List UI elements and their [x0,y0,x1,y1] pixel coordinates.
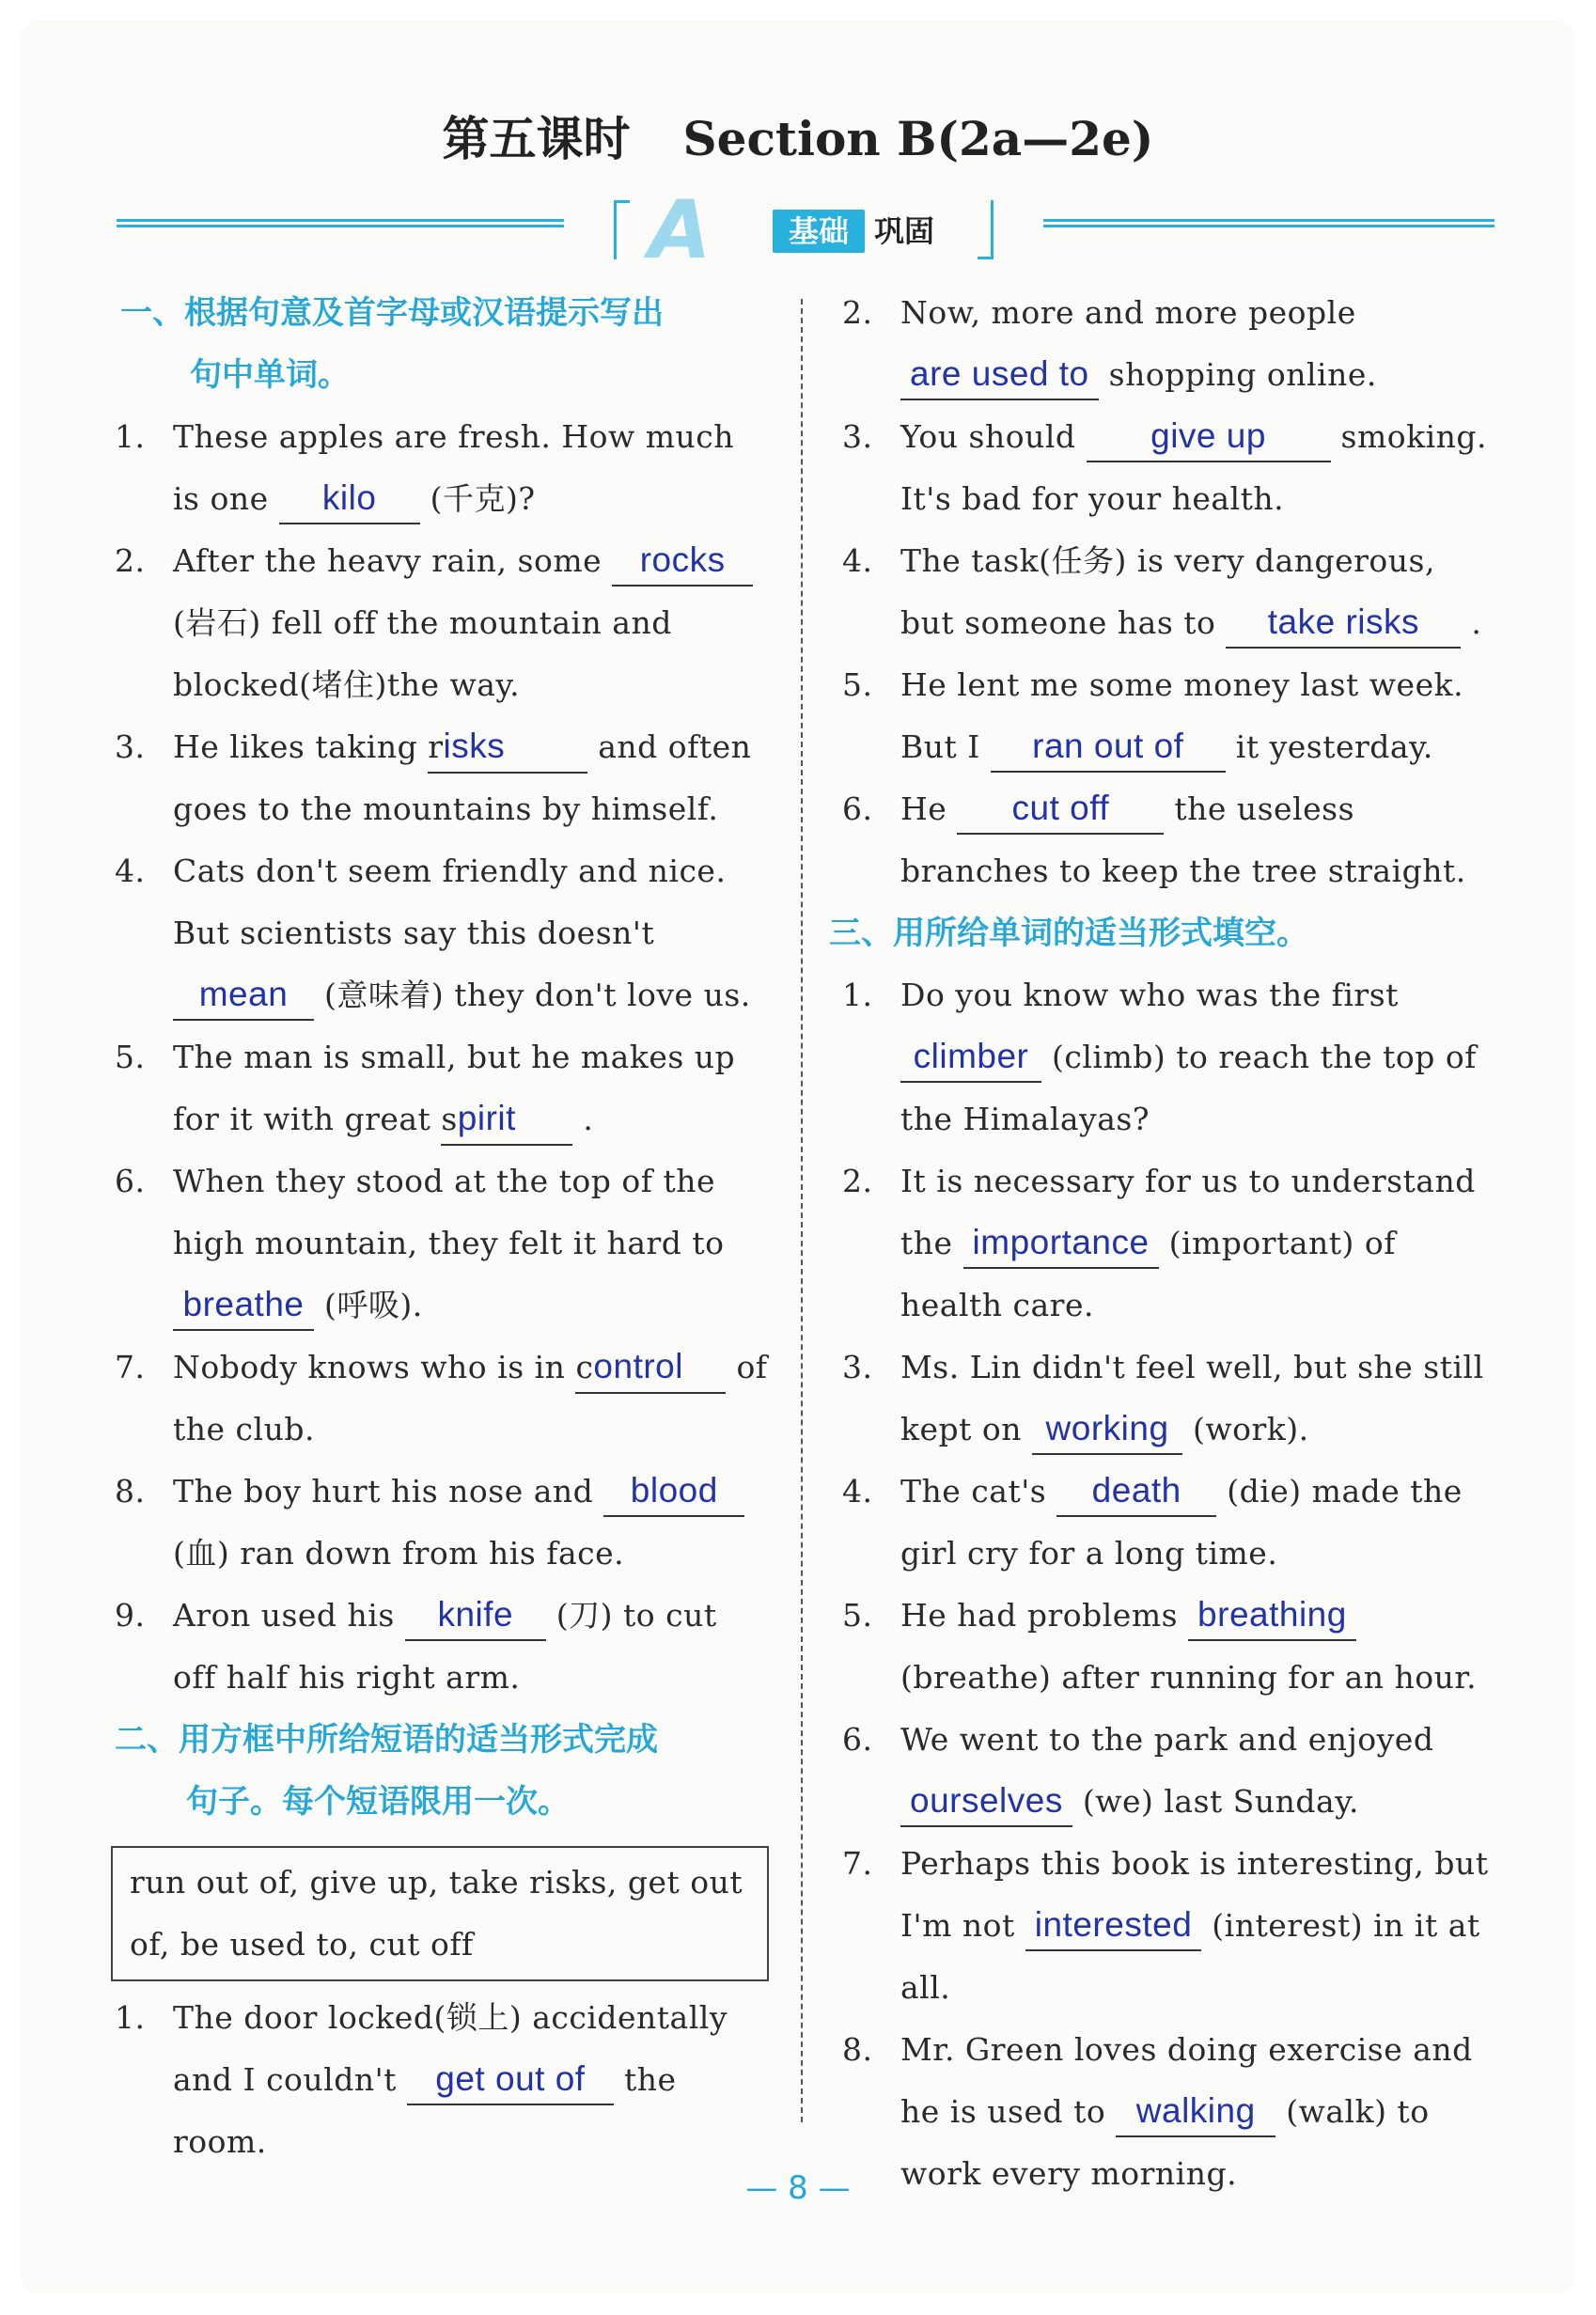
exercise-item [838,282,1496,406]
item-text-after: (climb) to reach the top of the Himalayas? [900,1039,1477,1137]
item-text-before: When they stood at the top of the high mountain, they felt it hard to [173,1163,725,1261]
answer-blank[interactable]: give up [1087,412,1331,462]
right-column [829,282,1496,2205]
item-text-before: These apples are fresh. How much is one [173,418,734,517]
item-number: 4. [842,1473,873,1509]
column-divider [801,299,803,2122]
exercise-item [838,530,1496,654]
item-number: 1. [842,977,873,1013]
part3-list [838,964,1496,2205]
section-banner [0,183,1596,277]
item-text-before: The task(任务) is very dangerous, but someone has to [900,542,1435,641]
item-text-after: the room. [173,2061,677,2160]
banner-rule-left [117,219,564,227]
answer-blank[interactable]: interested [1025,1900,1202,1951]
item-number: 3. [842,418,873,455]
item-text-before: The boy hurt his nose and [173,1473,594,1509]
exercise-item [111,716,769,840]
answer-blank[interactable]: ran out of [991,722,1226,773]
item-text-before: He lent me some money last week. But I [900,666,1464,765]
exercise-item [111,1987,769,2173]
banner-tag-text: 巩固 [874,213,935,249]
level-letter: A [649,183,712,277]
item-text-after: (呼吸). [324,1287,423,1323]
item-text-before: Do you know who was the first [900,977,1399,1013]
answer-blank[interactable]: get out of [407,2055,614,2105]
item-text-before: You should [900,418,1076,455]
banner-tag-highlight: 基础 [773,210,865,253]
item-text-after: (important) of health care. [900,1225,1396,1323]
part3-heading: 三、用所给单词的适当形式填空。 [829,915,1308,952]
item-text-after: (千克)? [430,480,536,517]
banner-rule-right [1043,219,1494,227]
answer-prefix: s [441,1101,458,1137]
item-text-after: . [1471,604,1482,641]
item-number: 1. [115,418,146,455]
answer-blank[interactable]: death [1056,1466,1216,1517]
item-text-after: (意味着) they don't love us. [324,977,751,1013]
item-text-before: Cats don't seem friendly and nice. But scientists say this doesn't [173,852,727,951]
item-text-after: it yesterday. [1235,728,1433,765]
item-number: 4. [115,852,146,889]
item-text-after: (breathe) after running for an hour. [900,1659,1478,1696]
item-number: 4. [842,542,873,579]
item-number: 9. [115,1597,146,1634]
item-number: 1. [115,1999,146,2036]
item-number: 6. [842,790,873,827]
exercise-item [111,840,769,1026]
item-text-before: The man is small, but he makes up for it with great [173,1039,736,1137]
item-text-after: of the club. [173,1349,768,1447]
answer-text: isks [443,727,506,765]
answer-blank[interactable]: breathing [1188,1590,1356,1641]
exercise-item [838,406,1496,530]
answer-blank[interactable]: ourselves [900,1776,1072,1827]
item-number: 7. [842,1845,873,1882]
part2-list-right [838,282,1496,902]
answer-blank[interactable]: walking [1116,2087,1275,2137]
item-text-before: He had problems [900,1597,1179,1634]
item-text-before: Nobody knows who is in [173,1349,566,1385]
item-text-before: Perhaps this book is interesting, but I'm not [900,1845,1489,1944]
part1-list [111,406,769,1709]
exercise-item [838,1709,1496,1833]
item-number: 5. [842,666,873,703]
page-title: 第五课时 Section B(2a—2e) [442,111,1154,166]
page-number: — 8 — [745,2169,851,2207]
answer-blank[interactable]: knife [405,1590,546,1641]
answer-blank[interactable]: importance [963,1218,1159,1269]
phrase-box: run out of, give up, take risks, get out of, be used to, cut off [111,1846,769,1981]
item-text-after: smoking. It's bad for your health. [900,418,1488,517]
item-text-after: (血) ran down from his face. [173,1535,625,1572]
item-text-before: Now, more and more people [900,294,1356,331]
answer-blank[interactable]: working [1032,1404,1182,1455]
item-number: 8. [842,2031,873,2068]
item-text-before: After the heavy rain, some [173,542,602,579]
answer-blank[interactable] [575,1342,726,1394]
item-number: 2. [115,542,146,579]
exercise-item [838,1585,1496,1709]
part1-heading: 一、根据句意及首字母或汉语提示写出 句中单词。 [120,294,664,394]
banner-bracket-right [978,200,994,259]
exercise-item [838,778,1496,902]
item-text-before: The door locked(锁上) accidentally and I couldn't [173,1999,728,2098]
item-text-before: Ms. Lin didn't feel well, but she still kept on [900,1349,1484,1447]
item-number: 6. [842,1721,873,1758]
exercise-item [838,1833,1496,2019]
answer-blank[interactable]: climber [900,1032,1041,1083]
item-number: 7. [115,1349,146,1385]
item-text-before: Mr. Green loves doing exercise and he is used to [900,2031,1473,2130]
answer-text: pirit [457,1099,516,1137]
answer-blank[interactable]: breathe [173,1280,314,1331]
answer-blank[interactable]: take risks [1226,598,1461,649]
item-number: 2. [842,1163,873,1199]
exercise-item [111,1026,769,1150]
item-text-before: It is necessary for us to understand the [900,1163,1476,1261]
part2-list-left [111,1987,769,2173]
item-text-after: (岩石) fell off the mountain and blocked(堵住)the way. [173,604,672,703]
item-text-before: He likes taking [173,728,418,765]
item-text-after: (die) made the girl cry for a long time. [900,1473,1463,1572]
item-number: 5. [115,1039,146,1075]
item-text-before: We went to the park and enjoyed [900,1721,1434,1758]
banner-bracket-left [614,200,630,259]
item-text-after: (we) last Sunday. [1082,1783,1359,1820]
exercise-item [111,1337,769,1461]
exercise-item [111,530,769,716]
item-text-after: (刀) to cut off half his right arm. [173,1597,717,1696]
answer-prefix: r [428,728,444,765]
exercise-item [838,1461,1496,1585]
exercise-item [838,1150,1496,1337]
item-number: 6. [115,1163,146,1199]
answer-blank[interactable]: blood [603,1466,744,1517]
item-number: 2. [842,294,873,331]
exercise-item [111,406,769,530]
answer-blank[interactable] [441,1094,572,1146]
item-text-after: the useless branches to keep the tree straight. [900,790,1466,889]
left-column [111,282,769,2173]
exercise-item [111,1585,769,1709]
answer-prefix: c [575,1349,594,1385]
answer-blank[interactable]: cut off [957,784,1164,835]
item-text-before: Aron used his [173,1597,395,1634]
item-number: 3. [842,1349,873,1385]
item-text-after: (walk) to work every morning. [900,2093,1430,2192]
item-text-after: . [583,1101,594,1137]
answer-blank[interactable]: mean [173,970,314,1021]
part2-heading: 二、用方框中所给短语的适当形式完成 句子。每个短语限用一次。 [115,1721,658,1821]
item-text-after: and often goes to the mountains by himself. [173,728,752,827]
answer-blank[interactable]: kilo [279,474,420,524]
answer-blank[interactable]: are used to [900,350,1099,400]
answer-blank[interactable]: rocks [612,536,753,587]
answer-blank[interactable] [428,722,587,774]
exercise-item [838,964,1496,1150]
exercise-item [111,1461,769,1585]
exercise-item [838,654,1496,778]
item-text-after: (interest) in it at all. [900,1907,1480,2006]
exercise-item [111,1150,769,1337]
item-text-after: (work). [1193,1411,1309,1447]
item-number: 3. [115,728,146,765]
item-number: 5. [842,1597,873,1634]
answer-text: ontrol [593,1347,683,1385]
exercise-item [838,1337,1496,1461]
item-number: 8. [115,1473,146,1509]
item-text-before: He [900,790,947,827]
item-text-before: The cat's [900,1473,1047,1509]
item-text-after: shopping online. [1108,356,1377,393]
